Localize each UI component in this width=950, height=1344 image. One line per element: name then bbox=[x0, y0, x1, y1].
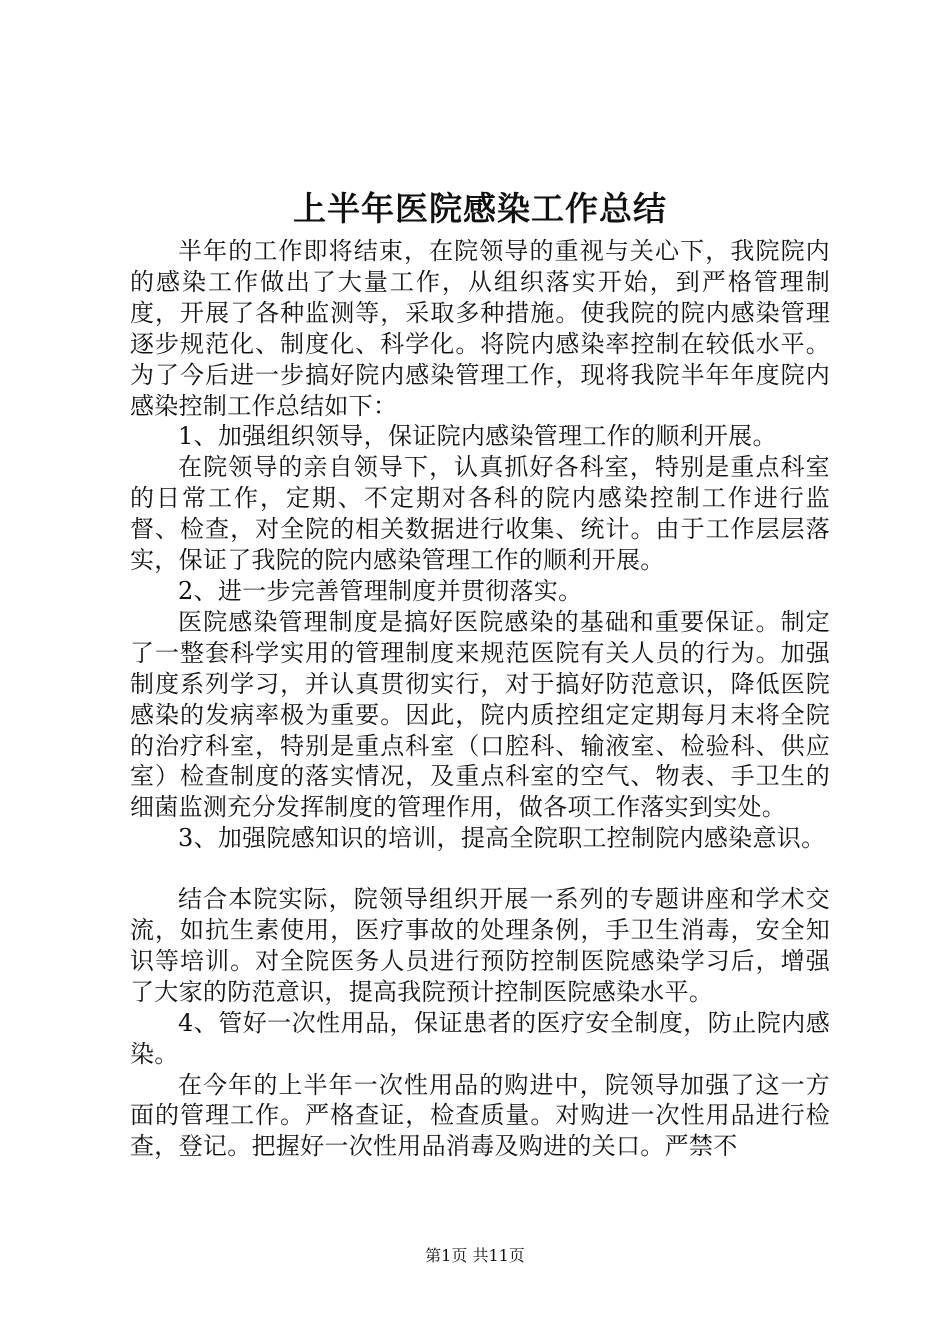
paragraph-section-1: 在院领导的亲自领导下，认真抓好各科室，特别是重点科室的日常工作，定期、不定期对各科的院内感染控制工作进行监督、检查，对全院的相关数据进行收集、统计。由于工作层层落实，保证了我院的院内感染管理工作的顺利开展。 bbox=[130, 453, 830, 575]
paragraph-intro: 半年的工作即将结束，在院领导的重视与关心下，我院院内的感染工作做出了大量工作，从组织落实开始，到严格管理制度，开展了各种监测等，采取多种措施。使我院的院内感染管理逐步规范化、制度化、科学化。将院内感染率控制在较低水平。为了今后进一步搞好院内感染管理工作，现将我院半年年度院内感染控制工作总结如下： bbox=[130, 237, 830, 420]
page-number-footer: 第1页 共11页 bbox=[425, 1246, 525, 1265]
document-title: 上半年医院感染工作总结 bbox=[293, 189, 667, 228]
paragraph-section-3: 结合本院实际，院领导组织开展一系列的专题讲座和学术交流，如抗生素使用，医疗事故的处理条例，手卫生消毒，安全知识等培训。对全院医务人员进行预防控制医院感染学习后，增强了大家的防范意识，提高我院预计控制医院感染水平。 bbox=[130, 885, 830, 1006]
section-heading-2: 2、进一步完善管理制度并贯彻落实。 bbox=[178, 576, 583, 605]
section-heading-1: 1、加强组织领导，保证院内感染管理工作的顺利开展。 bbox=[178, 422, 777, 451]
section-heading-4: 4、管好一次性用品，保证患者的医疗安全制度，防止院内感染。 bbox=[130, 1008, 830, 1068]
section-heading-3: 3、加强院感知识的培训，提高全院职工控制院内感染意识。 bbox=[178, 824, 826, 853]
document-body bbox=[130, 236, 830, 1162]
paragraph-section-4: 在今年的上半年一次性用品的购进中，院领导加强了这一方面的管理工作。严格查证，检查质量。对购进一次性用品进行检查，登记。把握好一次性用品消毒及购进的关口。严禁不 bbox=[130, 1070, 830, 1161]
paragraph-section-2: 医院感染管理制度是搞好医院感染的基础和重要保证。制定了一整套科学实用的管理制度来规范医院有关人员的行为。加强制度系列学习，并认真贯彻实行，对于搞好防范意识，降低医院感染的发病率极为重要。因此，院内质控组定定期每月末将全院的治疗科室，特别是重点科室（口腔科、输液室、检验科、供应室）检查制度的落实情况，及重点科室的空气、物表、手卫生的细菌监测充分发挥制度的管理作用，做各项工作落实到实处。 bbox=[130, 607, 830, 822]
